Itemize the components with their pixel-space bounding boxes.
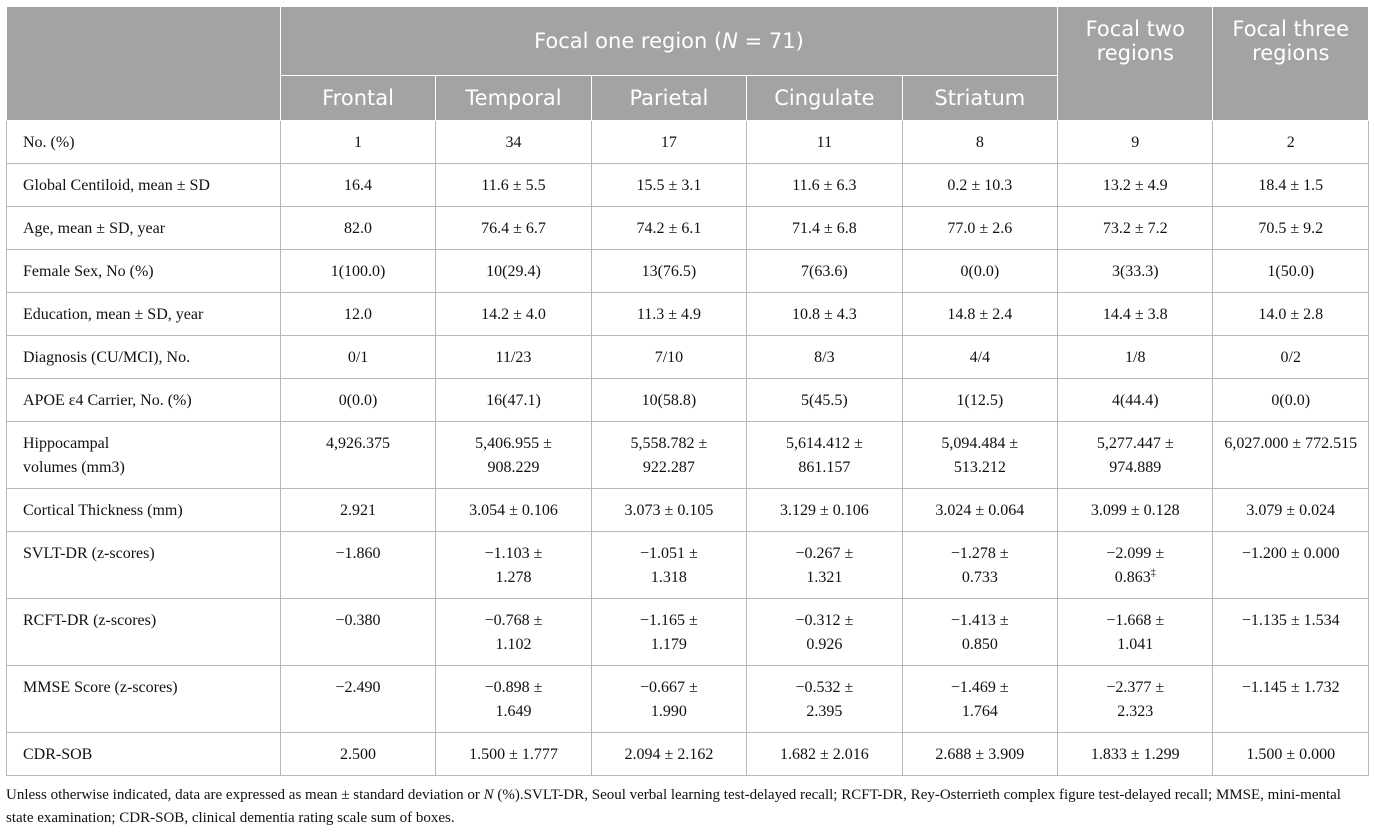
table-cell: 14.0 ± 2.8 xyxy=(1213,293,1369,336)
table-cell: 10(29.4) xyxy=(436,250,591,293)
table-cell: 1.500 ± 0.000 xyxy=(1213,733,1369,776)
table-row xyxy=(7,293,1369,336)
data-table xyxy=(6,6,1369,776)
row-label: CDR-SOB xyxy=(7,733,281,776)
header-empty-cell xyxy=(7,7,281,121)
table-row xyxy=(7,379,1369,422)
row-label: RCFT-DR (z-scores) xyxy=(7,599,281,666)
table-cell: 18.4 ± 1.5 xyxy=(1213,164,1369,207)
row-label: Diagnosis (CU/MCI), No. xyxy=(7,336,281,379)
table-cell: −0.312 ± 0.926 xyxy=(747,599,902,666)
table-row xyxy=(7,422,1369,489)
row-label: Age, mean ± SD, year xyxy=(7,207,281,250)
header-region-temporal: Temporal xyxy=(436,76,591,121)
table-row xyxy=(7,250,1369,293)
table-cell: 5,406.955 ± 908.229 xyxy=(436,422,591,489)
table-row xyxy=(7,733,1369,776)
table-row xyxy=(7,599,1369,666)
table-cell: −2.099 ± 0.863‡ xyxy=(1058,532,1213,599)
header-focal-one-suffix: = 71) xyxy=(737,29,804,53)
table-cell: 14.2 ± 4.0 xyxy=(436,293,591,336)
table-row xyxy=(7,489,1369,532)
table-cell: −1.860 xyxy=(280,532,435,599)
table-header xyxy=(7,7,1369,121)
table-cell: 5(45.5) xyxy=(747,379,902,422)
table-cell: 4/4 xyxy=(902,336,1057,379)
table-row xyxy=(7,207,1369,250)
header-region-frontal: Frontal xyxy=(280,76,435,121)
table-cell: 71.4 ± 6.8 xyxy=(747,207,902,250)
table-cell: 0/2 xyxy=(1213,336,1369,379)
table-row xyxy=(7,666,1369,733)
table-cell: 5,277.447 ± 974.889 xyxy=(1058,422,1213,489)
table-cell: 17 xyxy=(591,121,746,164)
table-cell: 74.2 ± 6.1 xyxy=(591,207,746,250)
table-cell: 76.4 ± 6.7 xyxy=(436,207,591,250)
table-body xyxy=(7,121,1369,776)
table-cell: 3.099 ± 0.128 xyxy=(1058,489,1213,532)
table-cell: 5,614.412 ± 861.157 xyxy=(747,422,902,489)
table-cell: 14.4 ± 3.8 xyxy=(1058,293,1213,336)
table-cell: 11/23 xyxy=(436,336,591,379)
table-cell: 9 xyxy=(1058,121,1213,164)
table-cell: 0(0.0) xyxy=(902,250,1057,293)
table-cell: −1.413 ± 0.850 xyxy=(902,599,1057,666)
table-cell: 7(63.6) xyxy=(747,250,902,293)
row-label: SVLT-DR (z-scores) xyxy=(7,532,281,599)
table-cell: 10(58.8) xyxy=(591,379,746,422)
table-cell: 12.0 xyxy=(280,293,435,336)
table-cell: 11.6 ± 6.3 xyxy=(747,164,902,207)
table-cell: 4(44.4) xyxy=(1058,379,1213,422)
table-cell: 5,558.782 ± 922.287 xyxy=(591,422,746,489)
table-row xyxy=(7,336,1369,379)
table-cell: 15.5 ± 3.1 xyxy=(591,164,746,207)
table-cell: 1/8 xyxy=(1058,336,1213,379)
table-cell: 1.833 ± 1.299 xyxy=(1058,733,1213,776)
table-cell: −0.267 ± 1.321 xyxy=(747,532,902,599)
table-cell: −1.145 ± 1.732 xyxy=(1213,666,1369,733)
table-cell: 2.688 ± 3.909 xyxy=(902,733,1057,776)
table-row xyxy=(7,164,1369,207)
table-footnote xyxy=(6,784,1369,830)
table-cell: −0.898 ± 1.649 xyxy=(436,666,591,733)
table-row xyxy=(7,532,1369,599)
table-cell: 1(50.0) xyxy=(1213,250,1369,293)
table-cell: 73.2 ± 7.2 xyxy=(1058,207,1213,250)
header-focal-one-prefix: Focal one region ( xyxy=(534,29,723,53)
table-cell: 2.500 xyxy=(280,733,435,776)
table-cell: 13.2 ± 4.9 xyxy=(1058,164,1213,207)
table-cell: 1(12.5) xyxy=(902,379,1057,422)
header-region-striatum: Striatum xyxy=(902,76,1057,121)
table-cell: 16.4 xyxy=(280,164,435,207)
table-cell: 3(33.3) xyxy=(1058,250,1213,293)
row-label: APOE ε4 Carrier, No. (%) xyxy=(7,379,281,422)
table-cell: 0(0.0) xyxy=(1213,379,1369,422)
table-cell: 0/1 xyxy=(280,336,435,379)
table-cell: 5,094.484 ± 513.212 xyxy=(902,422,1057,489)
footnote-part-1: Unless otherwise indicated, data are expressed as mean ± standard deviation or xyxy=(6,787,484,803)
table-cell: 10.8 ± 4.3 xyxy=(747,293,902,336)
table-cell: 8 xyxy=(902,121,1057,164)
table-cell: −1.668 ± 1.041 xyxy=(1058,599,1213,666)
table-cell: 4,926.375 xyxy=(280,422,435,489)
table-cell: −1.278 ± 0.733 xyxy=(902,532,1057,599)
header-focal-one-n: N xyxy=(722,29,738,53)
table-cell: 2 xyxy=(1213,121,1369,164)
row-label: MMSE Score (z-scores) xyxy=(7,666,281,733)
table-cell: −2.377 ± 2.323 xyxy=(1058,666,1213,733)
header-region-parietal: Parietal xyxy=(591,76,746,121)
header-group-focal-two: Focal two regions xyxy=(1058,7,1213,121)
row-label: Hippocampal volumes (mm3) xyxy=(7,422,281,489)
table-cell: 2.094 ± 2.162 xyxy=(591,733,746,776)
table-cell: 11 xyxy=(747,121,902,164)
table-cell: −0.667 ± 1.990 xyxy=(591,666,746,733)
table-cell: 7/10 xyxy=(591,336,746,379)
table-cell: 1.500 ± 1.777 xyxy=(436,733,591,776)
table-cell: 8/3 xyxy=(747,336,902,379)
header-group-focal-three: Focal three regions xyxy=(1213,7,1369,121)
table-cell: 3.024 ± 0.064 xyxy=(902,489,1057,532)
table-cell: −0.380 xyxy=(280,599,435,666)
table-cell: 1 xyxy=(280,121,435,164)
header-region-cingulate: Cingulate xyxy=(747,76,902,121)
table-cell: −1.051 ± 1.318 xyxy=(591,532,746,599)
table-cell: 34 xyxy=(436,121,591,164)
table-cell: 14.8 ± 2.4 xyxy=(902,293,1057,336)
table-cell: 3.054 ± 0.106 xyxy=(436,489,591,532)
footnote-part-2: (%).SVLT-DR, Seoul verbal learning test-delayed recall; RCFT-DR, Rey-Osterrieth complex figure test-delayed recall; MMSE, mini-mental state examination; CDR-SOB, clinical dementia rating scale sum of boxes. xyxy=(6,787,1341,826)
table-cell: −1.165 ± 1.179 xyxy=(591,599,746,666)
row-label: Education, mean ± SD, year xyxy=(7,293,281,336)
table-cell: 0.2 ± 10.3 xyxy=(902,164,1057,207)
table-cell: 11.6 ± 5.5 xyxy=(436,164,591,207)
footnote-n-italic: N xyxy=(483,787,494,803)
table-cell: 77.0 ± 2.6 xyxy=(902,207,1057,250)
table-cell: −1.469 ± 1.764 xyxy=(902,666,1057,733)
table-cell: −1.200 ± 0.000 xyxy=(1213,532,1369,599)
table-cell: −1.135 ± 1.534 xyxy=(1213,599,1369,666)
table-cell: −0.532 ± 2.395 xyxy=(747,666,902,733)
table-cell: 3.073 ± 0.105 xyxy=(591,489,746,532)
table-cell: 3.129 ± 0.106 xyxy=(747,489,902,532)
header-group-focal-one xyxy=(280,7,1057,76)
table-cell: 6,027.000 ± 772.515 xyxy=(1213,422,1369,489)
table-cell: 16(47.1) xyxy=(436,379,591,422)
table-cell: −0.768 ± 1.102 xyxy=(436,599,591,666)
row-label: Cortical Thickness (mm) xyxy=(7,489,281,532)
table-cell: 70.5 ± 9.2 xyxy=(1213,207,1369,250)
table-cell: 0(0.0) xyxy=(280,379,435,422)
table-row xyxy=(7,121,1369,164)
row-label: Female Sex, No (%) xyxy=(7,250,281,293)
table-cell: 13(76.5) xyxy=(591,250,746,293)
data-table-container xyxy=(6,6,1369,776)
table-cell: −1.103 ± 1.278 xyxy=(436,532,591,599)
table-cell: 1.682 ± 2.016 xyxy=(747,733,902,776)
table-cell: 82.0 xyxy=(280,207,435,250)
row-label: No. (%) xyxy=(7,121,281,164)
table-cell: 2.921 xyxy=(280,489,435,532)
table-cell: 11.3 ± 4.9 xyxy=(591,293,746,336)
table-cell: 3.079 ± 0.024 xyxy=(1213,489,1369,532)
table-cell: 1(100.0) xyxy=(280,250,435,293)
table-cell: −2.490 xyxy=(280,666,435,733)
row-label: Global Centiloid, mean ± SD xyxy=(7,164,281,207)
